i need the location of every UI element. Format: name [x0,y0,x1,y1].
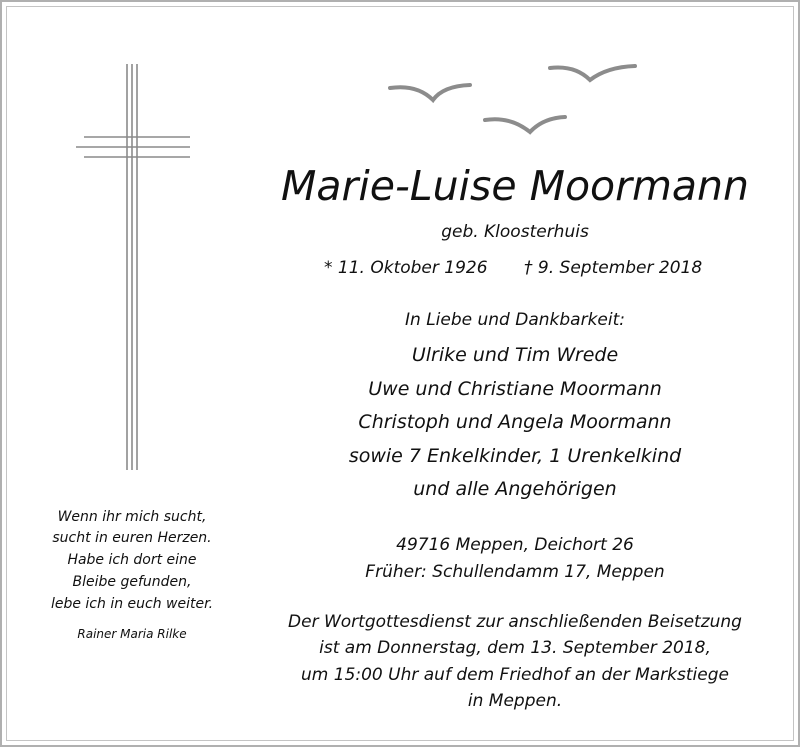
service-line: ist am Donnerstag, dem 13. September 2018, [319,638,711,658]
birds-icon [385,60,655,140]
service-line: um 15:00 Uhr auf dem Friedhof an der Markstiege [301,665,729,685]
mourners-intro: In Liebe und Dankbarkeit: [405,310,625,330]
poem-line: Habe ich dort eine [67,552,197,568]
poem-author: Rainer Maria Rilke [77,627,187,641]
mourner-line: Uwe und Christiane Moormann [368,378,662,400]
cross-icon [72,62,197,472]
poem-line: lebe ich in euch weiter. [50,596,214,612]
mourner-line: sowie 7 Enkelkinder, 1 Urenkelkind [348,445,682,467]
mourner-line: und alle Angehörigen [413,478,617,500]
address-former: Früher: Schullendamm 17, Meppen [365,562,665,582]
service-line: Der Wortgottesdienst zur anschließenden Beisetzung [288,612,742,632]
birth-date: * 11. Oktober 1926 [324,258,488,278]
mourner-line: Christoph und Angela Moormann [358,411,672,433]
poem-line: Wenn ihr mich sucht, [57,509,207,525]
poem-line: Bleibe gefunden, [72,574,192,590]
birth-name: geb. Kloosterhuis [441,222,589,242]
death-date: † 9. September 2018 [524,258,703,278]
mourner-line: Ulrike und Tim Wrede [411,344,619,366]
address-current: 49716 Meppen, Deichort 26 [396,535,634,555]
deceased-name: Marie-Luise Moormann [280,162,750,210]
service-line: in Meppen. [467,691,563,711]
poem-line: sucht in euren Herzen. [52,530,212,546]
